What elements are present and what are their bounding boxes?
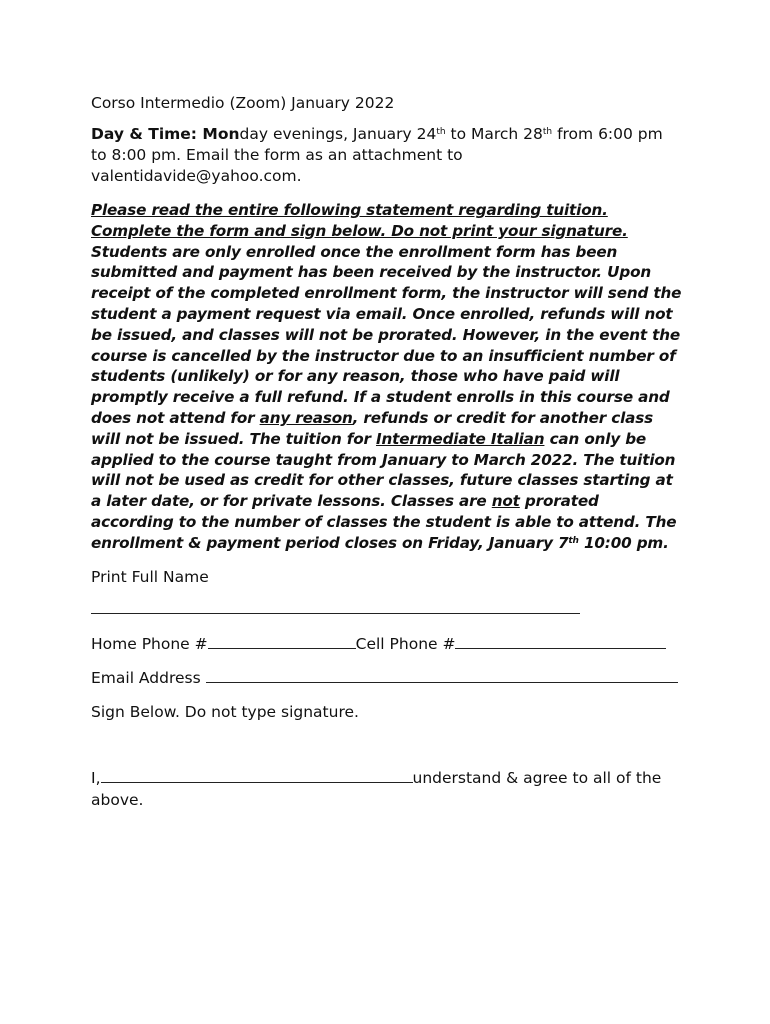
day-time-text-1: day evenings, January 24 (239, 125, 437, 143)
home-phone-line[interactable] (208, 634, 356, 649)
statement-line: student a payment request via email. Once enrolled, refunds will not (91, 304, 673, 323)
statement-line (91, 408, 691, 429)
statement-text: a later date, or for private lessons. Classes are (91, 492, 492, 511)
statement-line: Students are only enrolled once the enrollment form has been (91, 242, 618, 261)
statement-line: according to the number of classes the student is able to attend. The (91, 512, 677, 531)
statement-line: submitted and payment has been received by the instructor. Upon (91, 263, 652, 282)
statement-line: be issued, and classes will not be prorated. However, in the event the (91, 325, 681, 344)
statement-text: can only be (544, 429, 647, 448)
statement-text: will not be issued. The tuition for (91, 429, 376, 448)
print-name-row (91, 598, 691, 620)
ordinal-suffix: th (568, 535, 579, 546)
statement-line: promptly receive a full refund. If a student enrolls in this course and (91, 388, 670, 407)
tuition-statement (91, 200, 691, 554)
ordinal-suffix: th (542, 127, 553, 137)
cell-phone-label: Cell Phone # (355, 634, 456, 653)
statement-line: applied to the course taught from January to March 2022. The tuition (91, 450, 676, 469)
email-line[interactable] (206, 668, 678, 683)
agree-line-2: above. (91, 790, 144, 809)
day-time-label: Day & Time: Mon (91, 125, 240, 143)
statement-line (91, 429, 691, 450)
page-title: Corso Intermedio (Zoom) January 2022 (91, 94, 395, 112)
statement-line: Please read the entire following statement regarding tuition. (91, 201, 608, 219)
statement-line (91, 491, 691, 512)
day-time-info (91, 124, 691, 187)
statement-line: students (unlikely) or for any reason, those who have paid will (91, 367, 620, 386)
statement-text: , refunds or credit for another class (352, 408, 654, 427)
signature-line[interactable] (101, 768, 413, 783)
statement-text: does not attend for (91, 408, 260, 427)
enrollment-form (91, 92, 691, 811)
statement-text: 10:00 pm. (578, 533, 669, 552)
underlined-phrase: not (491, 492, 520, 511)
agree-prefix: I, (91, 768, 101, 787)
home-phone-label: Home Phone # (91, 634, 208, 653)
day-time-line-2: to 8:00 pm. Email the form as an attachment to (91, 146, 463, 164)
agree-suffix: understand & agree to all of the (412, 768, 662, 787)
print-name-line[interactable] (91, 599, 580, 614)
statement-line (91, 533, 691, 554)
email-row (91, 667, 691, 689)
statement-text: enrollment & payment period closes on Friday, January 7 (91, 533, 569, 552)
statement-text: prorated (519, 492, 599, 511)
statement-line: Complete the form and sign below. Do not print your signature. (91, 221, 628, 240)
sign-instruction: Sign Below. Do not type signature. (91, 702, 359, 721)
statement-line: course is cancelled by the instructor due to an insufficient number of (91, 346, 676, 365)
print-name-label: Print Full Name (91, 567, 209, 586)
phone-row (91, 633, 691, 655)
underlined-phrase: Intermediate Italian (375, 429, 545, 448)
statement-line: receipt of the completed enrollment form, the instructor will send the (91, 284, 682, 303)
day-time-text-3: from 6:00 pm (552, 125, 663, 143)
day-time-text-2: to March 28 (445, 125, 543, 143)
email-label: Email Address (91, 668, 206, 687)
cell-phone-line[interactable] (455, 634, 666, 649)
statement-line: will not be used as credit for other classes, future classes starting at (91, 471, 673, 490)
ordinal-suffix: th (436, 127, 446, 137)
agreement (91, 767, 691, 811)
contact-email: valentidavide@yahoo.com. (91, 167, 302, 185)
underlined-phrase: any reason (259, 408, 353, 427)
